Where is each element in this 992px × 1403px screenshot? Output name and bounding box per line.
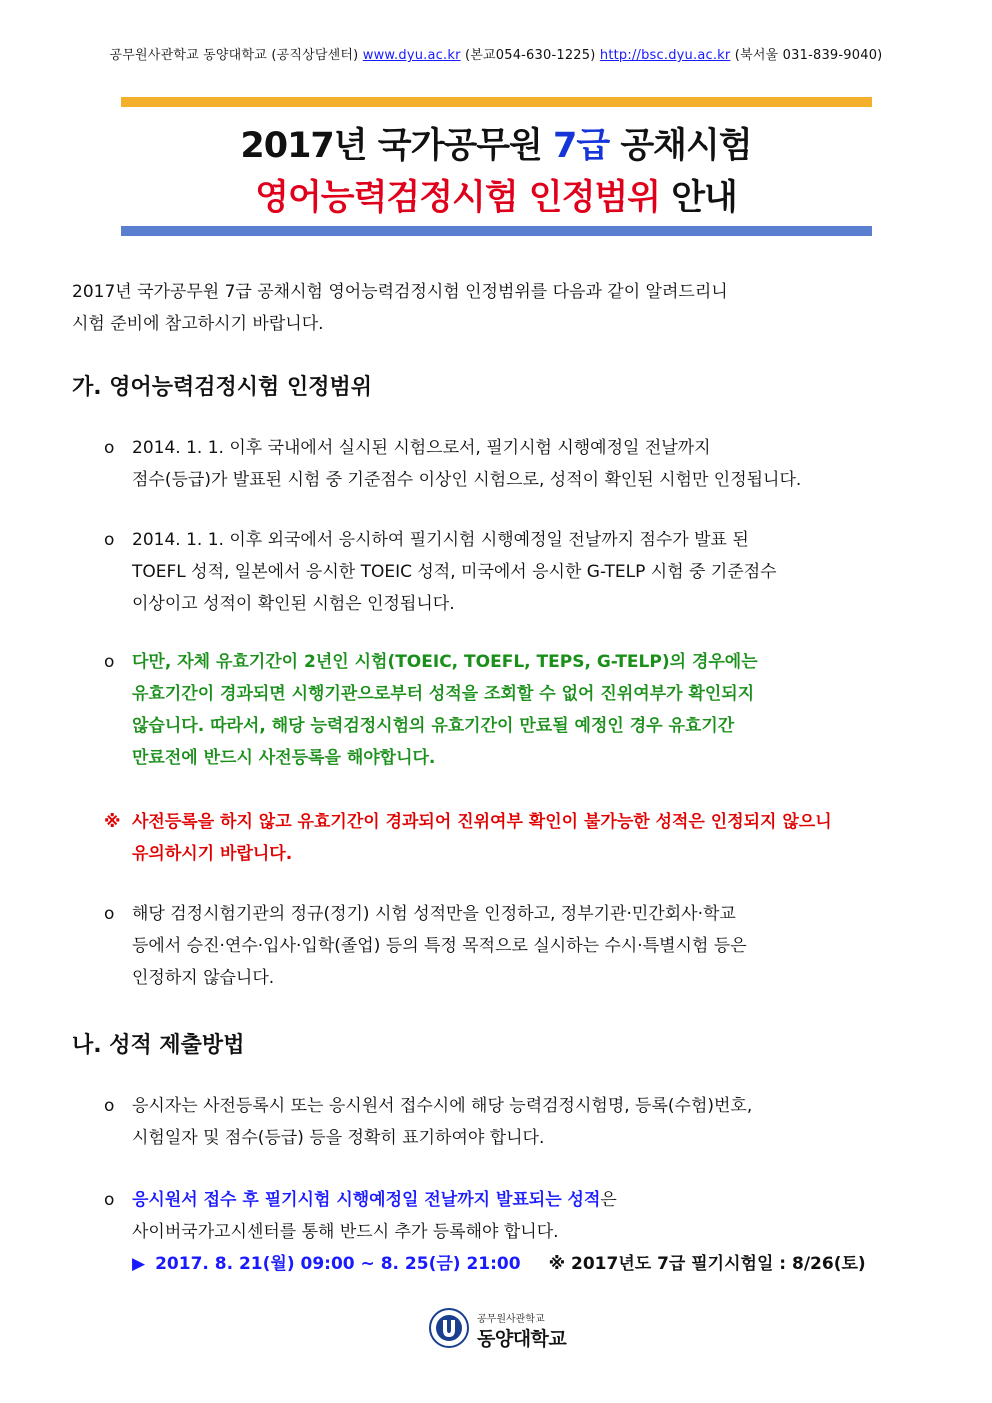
dongyang-university-logo	[429, 1308, 569, 1350]
highlight-text: 응시원서 접수 후 필기시험 시행예정일 전날까지 발표되는 성적	[132, 1190, 601, 1210]
section-b-item-1	[104, 1090, 934, 1154]
intro-paragraph	[72, 276, 932, 340]
university-emblem-icon	[429, 1308, 469, 1348]
title-top-bar	[121, 97, 872, 107]
title-subject: 영어능력검정시험 인정범위	[255, 178, 672, 218]
item-line: 2014. 1. 1. 이후 외국에서 응시하여 필기시험 시행예정일 전날까지 점수가 발표 된	[132, 530, 749, 550]
arrow-right-icon: ▶	[132, 1254, 146, 1274]
title-bottom-bar	[121, 226, 872, 236]
section-a-note	[104, 806, 934, 870]
homepage-link[interactable]: www.dyu.ac.kr	[362, 48, 461, 63]
header-center: (공직상담센터)	[271, 48, 359, 63]
item-text: 은	[600, 1190, 617, 1210]
header-school: 공무원사관학교 동양대학교	[109, 48, 267, 63]
bullet-circle-icon: ο	[104, 1190, 115, 1210]
item-line: 사이버국가고시센터를 통해 반드시 추가 등록해야 합니다.	[132, 1222, 559, 1242]
section-b-item-2	[104, 1184, 934, 1280]
note-mark-icon: ※	[104, 812, 121, 832]
item-line: 2014. 1. 1. 이후 국내에서 실시된 시험으로서, 필기시험 시행예정일 전날까지	[132, 438, 711, 458]
bullet-circle-icon: ο	[104, 1096, 115, 1116]
logo-name-text: 동양대학교	[477, 1328, 567, 1350]
title-line-1	[0, 118, 992, 168]
bullet-circle-icon: ο	[104, 904, 115, 924]
section-b-heading: 나. 성적 제출방법	[72, 1033, 245, 1058]
note-line: 유의하시기 바랍니다.	[132, 844, 293, 864]
item-line: 응시자는 사전등록시 또는 응시원서 접수시에 해당 능력검정시험명, 등록(수험)번호,	[132, 1096, 753, 1116]
exam-date-note: ※ 2017년도 7급 필기시험일 : 8/26(토)	[548, 1254, 866, 1274]
section-a-heading: 가. 영어능력검정시험 인정범위	[72, 375, 372, 400]
item-line: 다만, 자체 유효기간이 2년인 시험(TOEIC, TOEFL, TEPS, G-TELP)의 경우에는	[132, 652, 758, 672]
bullet-circle-icon: ο	[104, 652, 115, 672]
title-grade: 7급	[553, 126, 610, 166]
section-a-item-2	[104, 524, 934, 620]
title-line-2	[0, 170, 992, 220]
note-line: 사전등록을 하지 않고 유효기간이 경과되어 진위여부 확인이 불가능한 성적은 인정되지 않으니	[132, 812, 832, 832]
bsc-link[interactable]: http://bsc.dyu.ac.kr	[599, 48, 731, 63]
section-a-item-1	[104, 432, 934, 496]
title-part-c: 공채시험	[609, 126, 752, 166]
item-line: 않습니다. 따라서, 해당 능력검정시험의 유효기간이 만료될 예정인 경우 유효기간	[132, 716, 735, 736]
item-line: 점수(등급)가 발표된 시험 중 기준점수 이상인 시험으로, 성적이 확인된 시험만 인정됩니다.	[132, 470, 802, 490]
registration-period: 2017. 8. 21(월) 09:00 ~ 8. 25(금) 21:00	[155, 1254, 521, 1274]
title-part-a: 2017년 국가공무원	[240, 126, 554, 166]
section-a-item-3-validity	[104, 646, 934, 774]
item-line: 등에서 승진·연수·입사·입학(졸업) 등의 특정 목적으로 실시하는 수시·특별시험 등은	[132, 936, 747, 956]
bullet-circle-icon: ο	[104, 530, 115, 550]
section-a-item-4	[104, 898, 934, 994]
header-contact-line	[0, 44, 992, 63]
intro-line-1: 2017년 국가공무원 7급 공채시험 영어능력검정시험 인정범위를 다음과 같이 알려드리니	[72, 282, 728, 302]
item-line: 시험일자 및 점수(등급) 등을 정확히 표기하여야 합니다.	[132, 1128, 545, 1148]
title-guide: 안내	[671, 178, 737, 218]
item-line: 만료전에 반드시 사전등록을 해야합니다.	[132, 748, 436, 768]
registration-period-line	[104, 1248, 934, 1280]
item-line: 유효기간이 경과되면 시행기관으로부터 성적을 조회할 수 없어 진위여부가 확인되지	[132, 684, 755, 704]
intro-line-2: 시험 준비에 참고하시기 바랍니다.	[72, 314, 324, 334]
item-line	[104, 1184, 934, 1216]
header-phone-main: (본교054-630-1225)	[464, 48, 596, 63]
bullet-circle-icon: ο	[104, 438, 115, 458]
item-line: 해당 검정시험기관의 정규(정기) 시험 성적만을 인정하고, 정부기관·민간회사·학교	[132, 904, 736, 924]
item-line: 인정하지 않습니다.	[132, 968, 275, 988]
item-line: 이상이고 성적이 확인된 시험은 인정됩니다.	[132, 594, 455, 614]
logo-small-text: 공무원사관학교	[477, 1314, 545, 1325]
header-phone-north: (북서울 031-839-9040)	[734, 48, 883, 63]
item-line: TOEFL 성적, 일본에서 응시한 TOEIC 성적, 미국에서 응시한 G-TELP 시험 중 기준점수	[132, 562, 777, 582]
